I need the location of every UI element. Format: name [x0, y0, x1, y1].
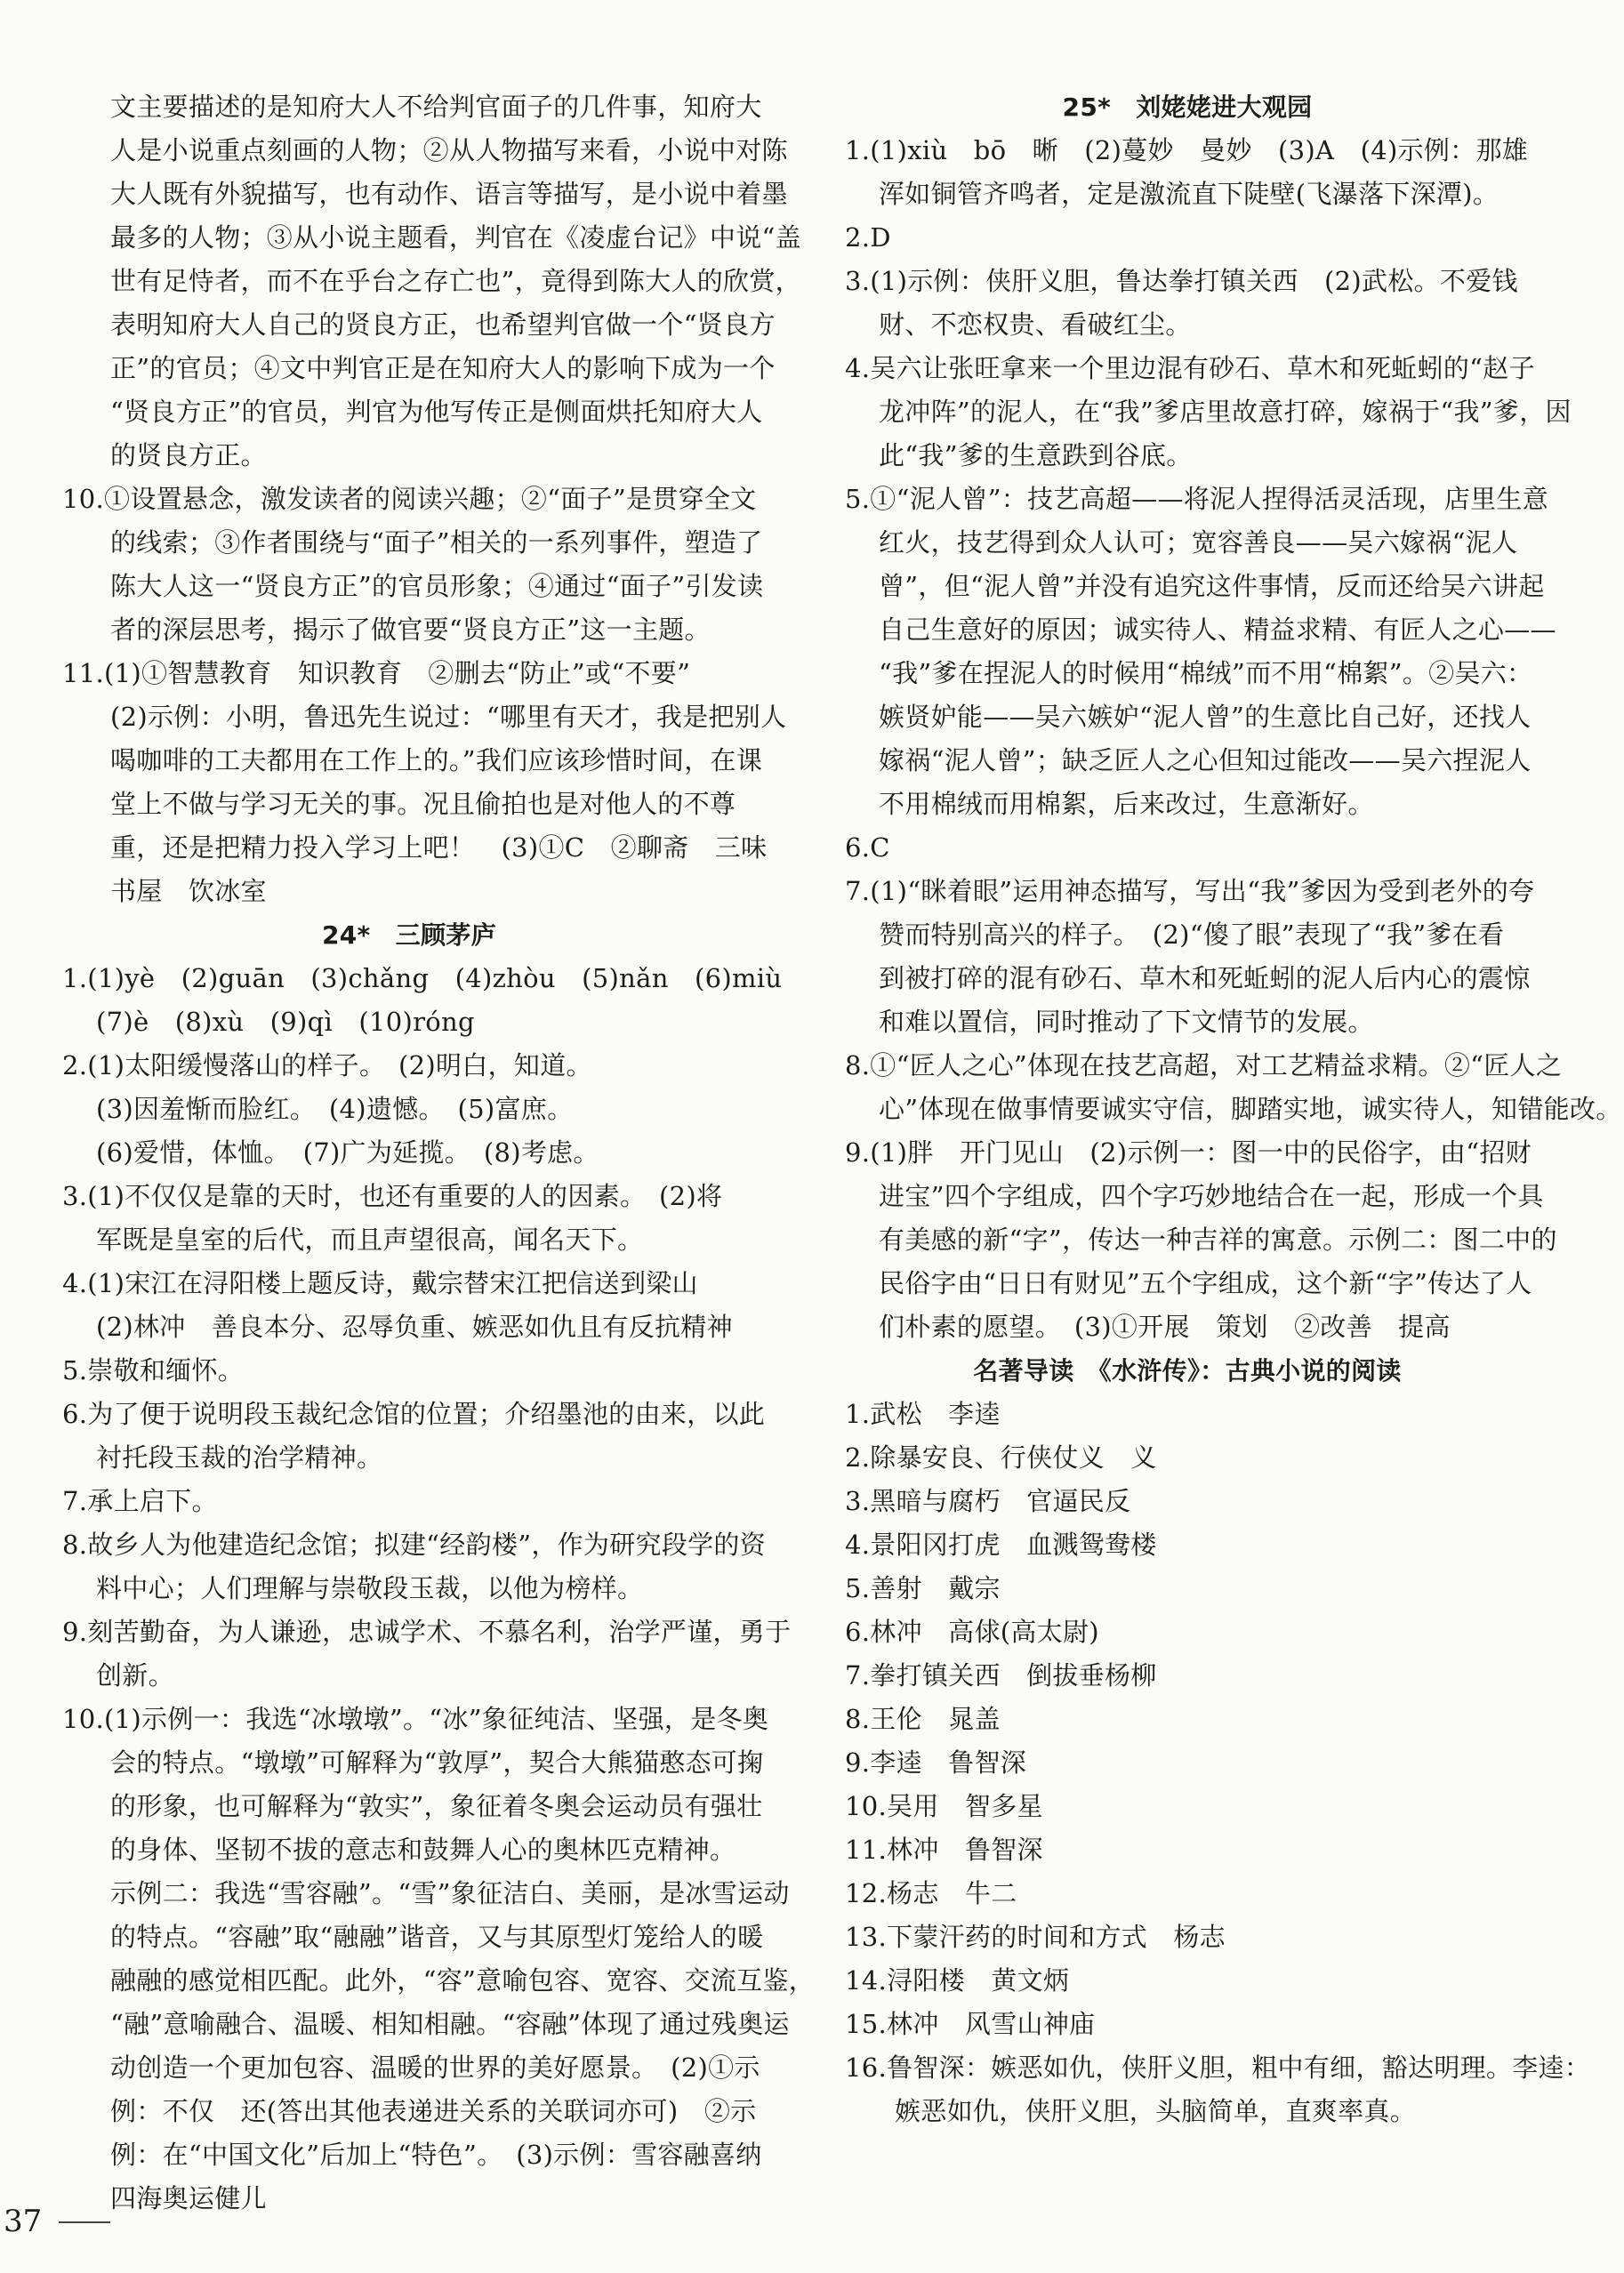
text-line: 7.拳打镇关西 倒拔垂杨柳 [845, 1660, 1157, 1691]
text-line: 世有足恃者，而不在乎台之存亡也”，竟得到陈大人的欣赏， [110, 266, 801, 296]
section-title: 名著导读 《水浒传》：古典小说的阅读 [973, 1356, 1402, 1385]
text-line: 赞而特别高兴的样子。 (2)“傻了眼”表现了“我”爹在看 [879, 920, 1505, 950]
text-line: 1.(1)xiù bō 晰 (2)蔓妙 曼妙 (3)A (4)示例：那雄 [845, 135, 1529, 165]
text-line: 最多的人物；③从小说主题看，判官在《凌虚台记》中说“盖 [110, 222, 801, 253]
text-line: 嫁祸“泥人曾”；缺乏匠人之心但知过能改——吴六捏泥人 [879, 745, 1532, 775]
text-line: 文主要描述的是知府大人不给判官面子的几件事，知府大 [110, 92, 762, 122]
text-line: 5.①“泥人曾”：技艺高超——将泥人捏得活灵活现，店里生意 [845, 484, 1549, 514]
text-line: 4.吴六让张旺拿来一个里边混有砂石、草木和死蚯蚓的“赵子 [845, 353, 1535, 383]
page-number: 37 [4, 2204, 43, 2239]
text-line: 军既是皇室的后代，而且声望很高，闻名天下。 [96, 1225, 644, 1255]
text-line: 10.吴用 智多星 [845, 1791, 1043, 1821]
text-line: 衬托段玉裁的治学精神。 [96, 1442, 383, 1473]
text-line: (7)è (8)xù (9)qì (10)róng [96, 1007, 475, 1037]
text-line: 16.鲁智深：嫉恶如仇，侠肝义胆，粗中有细，豁达明理。李逵： [845, 2052, 1591, 2083]
text-line: 财、不恋权贵、看破红尘。 [879, 309, 1192, 340]
text-line: 四海奥运健儿 [110, 2183, 267, 2213]
text-line: 6.C [845, 832, 890, 863]
section-title: 24* 三顾茅庐 [321, 920, 496, 950]
text-line: 红火，技艺得到众人认可；宽容善良——吴六嫁祸“泥人 [879, 527, 1518, 558]
text-line: 者的深层思考，揭示了做官要“贤良方正”这一主题。 [110, 614, 711, 645]
text-line: 书屋 饮冰室 [110, 876, 267, 906]
left-column [62, 85, 816, 2221]
text-line: 14.浔阳楼 黄文炳 [845, 1965, 1070, 1996]
text-line: 的身体、坚韧不拔的意志和鼓舞人心的奥林匹克精神。 [110, 1835, 736, 1865]
text-line: 7.承上启下。 [62, 1486, 218, 1516]
text-line: 例：不仅 还(答出其他表递进关系的关联词亦可) ②示 [110, 2096, 757, 2126]
text-line: 11.林冲 鲁智深 [845, 1835, 1043, 1865]
text-line: 嫉贤妒能——吴六嫉妒“泥人曾”的生意比自己好，还找人 [879, 702, 1532, 732]
text-line: 12.杨志 牛二 [845, 1878, 1017, 1908]
text-line: 1.(1)yè (2)guān (3)chǎng (4)zhòu (5)nǎn (6)miù [62, 963, 783, 993]
text-line: 9.李逵 鲁智深 [845, 1747, 1027, 1778]
text-line: 嫉恶如仇，侠肝义胆，头脑简单，直爽率真。 [895, 2096, 1417, 2126]
text-line: 人是小说重点刻画的人物；②从人物描写来看，小说中对陈 [110, 135, 788, 165]
text-line: 例：在“中国文化”后加上“特色”。 (3)示例：雪容融喜纳 [110, 2140, 762, 2170]
text-line: 8.王伦 晁盖 [845, 1704, 1001, 1734]
text-line: 9.(1)胖 开门见山 (2)示例一：图一中的民俗字，由“招财 [845, 1137, 1532, 1168]
text-line: 和难以置信，同时推动了下文情节的发展。 [879, 1007, 1374, 1037]
text-line: 此“我”爹的生意跌到谷底。 [879, 440, 1193, 470]
text-line: 动创造一个更加包容、温暖的世界的美好愿景。 (2)①示 [110, 2052, 760, 2083]
text-line: 5.善射 戴宗 [845, 1573, 1001, 1603]
text-line: 15.林冲 风雪山神庙 [845, 2009, 1096, 2039]
text-line: 有美感的新“字”，传达一种吉祥的寓意。示例二：图二中的 [879, 1225, 1557, 1255]
text-line: 民俗字由“日日有财见”五个字组成，这个新“字”传达了人 [879, 1268, 1532, 1298]
text-line: 7.(1)“眯着眼”运用神态描写，写出“我”爹因为受到老外的夸 [845, 876, 1535, 906]
text-line: 进宝”四个字组成，四个字巧妙地结合在一起，形成一个具 [879, 1181, 1544, 1211]
text-line: 13.下蒙汗药的时间和方式 杨志 [845, 1922, 1226, 1952]
text-line: (3)因羞惭而脸红。 (4)遗憾。 (5)富庶。 [96, 1094, 574, 1124]
text-line: 的贤良方正。 [110, 440, 267, 470]
text-line: 10.(1)示例一：我选“冰墩墩”。“冰”象征纯洁、坚强，是冬奥 [62, 1704, 769, 1734]
text-line: 5.崇敬和缅怀。 [62, 1355, 245, 1385]
text-line: 2.除暴安良、行侠仗义 义 [845, 1442, 1157, 1473]
section-title: 25* 刘姥姥进大观园 [1062, 92, 1313, 122]
text-line: 8.①“匠人之心”体现在技艺高超，对工艺精益求精。②“匠人之 [845, 1050, 1563, 1080]
page-number-rule [59, 2221, 110, 2223]
text-line: 自己生意好的原因；诚实待人、精益求精、有匠人之心—— [879, 614, 1556, 645]
text-line: 浑如铜管齐鸣者，定是激流直下陡壁(飞瀑落下深潭)。 [879, 179, 1499, 209]
text-line: 10.①设置悬念，激发读者的阅读兴趣；②“面子”是贯穿全文 [62, 484, 757, 514]
text-line: 的形象，也可解释为“敦实”，象征着冬奥会运动员有强壮 [110, 1791, 763, 1821]
text-line: 3.黑暗与腐朽 官逼民反 [845, 1486, 1131, 1516]
text-line: 2.(1)太阳缓慢落山的样子。 (2)明白，知道。 [62, 1050, 592, 1080]
text-line: 6.为了便于说明段玉裁纪念馆的位置；介绍墨池的由来，以此 [62, 1399, 766, 1429]
text-line: 到被打碎的混有砂石、草木和死蚯蚓的泥人后内心的震惊 [879, 963, 1531, 993]
text-line: 8.故乡人为他建造纪念馆；拟建“经韵楼”，作为研究段学的资 [62, 1530, 767, 1560]
text-line: (2)林冲 善良本分、忍辱负重、嫉恶如仇且有反抗精神 [96, 1312, 733, 1342]
text-line: 表明知府大人自己的贤良方正，也希望判官做一个“贤良方 [110, 309, 776, 340]
text-line: 1.武松 李逵 [845, 1399, 1001, 1429]
text-line: 2.D [845, 222, 891, 253]
text-line: 喝咖啡的工夫都用在工作上的。”我们应该珍惜时间，在课 [110, 745, 763, 775]
text-line: 融融的感觉相匹配。此外，“容”意喻包容、宽容、交流互鉴， [110, 1965, 816, 1996]
text-line: (6)爱惜，体恤。 (7)广为延揽。 (8)考虑。 [96, 1137, 599, 1168]
text-line: 示例二：我选“雪容融”。“雪”象征洁白、美丽，是冰雪运动 [110, 1878, 790, 1908]
text-line: “我”爹在捏泥人的时候用“棉绒”而不用“棉絮”。②吴六： [879, 658, 1533, 688]
right-column [845, 85, 1622, 2133]
text-line: 心”体现在做事情要诚实守信，脚踏实地，诚实待人，知错能改。 [879, 1094, 1622, 1124]
text-line: 4.景阳冈打虎 血溅鸳鸯楼 [845, 1530, 1157, 1560]
text-line: 11.(1)①智慧教育 知识教育 ②删去“防止”或“不要” [62, 658, 691, 688]
text-line: 的特点。“容融”取“融融”谐音，又与其原型灯笼给人的暖 [110, 1922, 764, 1952]
text-line: 曾”，但“泥人曾”并没有追究这件事情，反而还给吴六讲起 [879, 571, 1545, 601]
text-line: “融”意喻融合、温暖、相知相融。“容融”体现了通过残奥运 [110, 2009, 790, 2039]
text-line: 6.林冲 高俅(高太尉) [845, 1617, 1099, 1647]
text-line: “贤良方正”的官员，判官为他写传正是侧面烘托知府大人 [110, 397, 763, 427]
text-line: 3.(1)不仅仅是靠的天时，也还有重要的人的因素。 (2)将 [62, 1181, 723, 1211]
text-line: 料中心；人们理解与崇敬段玉裁，以他为榜样。 [96, 1573, 644, 1603]
text-line: 9.刻苦勤奋，为人谦逊，忠诚学术、不慕名利，治学严谨，勇于 [62, 1617, 792, 1647]
text-line: 不用棉绒而用棉絮，后来改过，生意渐好。 [879, 789, 1374, 819]
text-line: 堂上不做与学习无关的事。况且偷拍也是对他人的不尊 [110, 789, 736, 819]
text-line: 会的特点。“墩墩”可解释为“敦厚”，契合大熊猫憨态可掬 [110, 1747, 764, 1778]
text-line: 大人既有外貌描写，也有动作、语言等描写，是小说中着墨 [110, 179, 788, 209]
text-line: 3.(1)示例：侠肝义胆，鲁达拳打镇关西 (2)武松。不爱钱 [845, 266, 1518, 296]
text-line: 们朴素的愿望。 (3)①开展 策划 ②改善 提高 [879, 1312, 1451, 1342]
text-line: 的线索；③作者围绕与“面子”相关的一系列事件，塑造了 [110, 527, 763, 558]
text-line: 创新。 [96, 1660, 174, 1691]
text-line: 陈大人这一“贤良方正”的官员形象；④通过“面子”引发读 [110, 571, 764, 601]
text-line: (2)示例：小明，鲁迅先生说过：“哪里有天才，我是把别人 [110, 702, 787, 732]
text-line: 正”的官员；④文中判官正是在知府大人的影响下成为一个 [110, 353, 776, 383]
text-line: 龙冲阵”的泥人，在“我”爹店里故意打碎，嫁祸于“我”爹，因 [879, 397, 1572, 427]
text-line: 4.(1)宋江在浔阳楼上题反诗，戴宗替宋江把信送到梁山 [62, 1268, 698, 1298]
text-line: 重，还是把精力投入学习上吧！ (3)①C ②聊斋 三味 [110, 832, 768, 863]
